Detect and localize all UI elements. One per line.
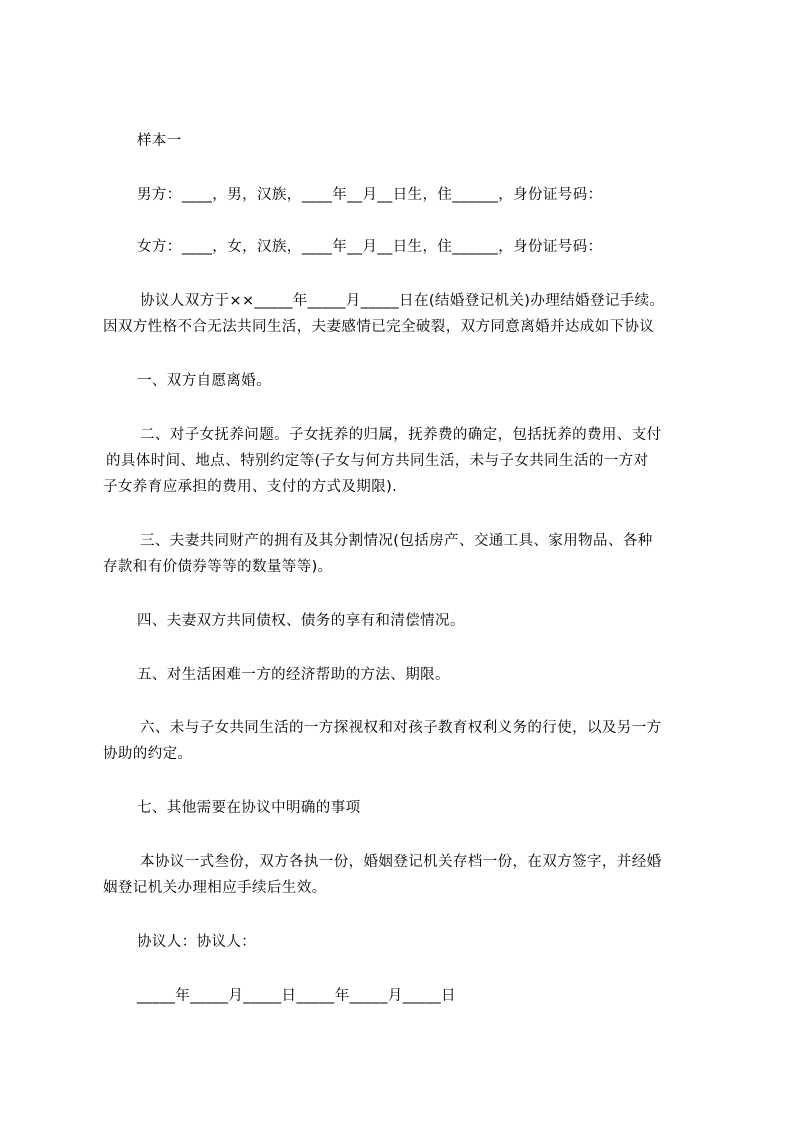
clause-3-line-2: 存款和有价债券等等的数量等等)。 — [103, 559, 333, 575]
clause-5: 五、对生活困难一方的经济帮助的方法、期限。 — [137, 667, 450, 683]
signatories-line: 协议人：协议人： — [137, 934, 257, 950]
clause-7: 七、其他需要在协议中明确的事项 — [137, 800, 361, 816]
clause-2-line-3: 子女养育应承担的费用、支付的方式及期限). — [103, 479, 398, 495]
signature-date-line: _____年_____月_____日_____年_____月_____日 — [137, 988, 456, 1004]
document-title: 样本一 — [137, 133, 182, 149]
closing-line-2: 姻登记机关办理相应手续后生效。 — [103, 880, 327, 896]
clause-2-line-2: 的具体时间、地点、特别约定等(子女与何方共同生活，未与子女共同生活的一方对 — [106, 453, 649, 469]
intro-line-1: 协议人双方于××_____年_____月_____日在(结婚登记机关)办理结婚登记手续。 — [140, 293, 665, 309]
closing-line-1: 本协议一式叁份，双方各执一份，婚姻登记机关存档一份，在双方签字，并经婚 — [140, 854, 662, 870]
clause-6-line-1: 六、未与子女共同生活的一方探视权和对孩子教育权利义务的行使，以及另一方 — [140, 720, 662, 736]
male-party-line: 男方：____，男，汉族，____年__月__日生，住______，身份证号码： — [137, 187, 603, 203]
clause-6-line-2: 协助的约定。 — [103, 746, 193, 762]
clause-2-line-1: 二、对子女抚养问题。子女抚养的归属，抚养费的确定，包括抚养的费用、支付 — [140, 427, 662, 443]
clause-3-line-1: 三、夫妻共同财产的拥有及其分割情况(包括房产、交通工具、家用物品、各种 — [140, 533, 653, 549]
intro-line-2: 因双方性格不合无法共同生活，夫妻感情已完全破裂，双方同意离婚并达成如下协议 — [103, 319, 655, 335]
clause-1: 一、双方自愿离婚。 — [137, 373, 272, 389]
clause-4: 四、夫妻双方共同债权、债务的享有和清偿情况。 — [137, 613, 465, 629]
female-party-line: 女方：____，女，汉族，____年__月__日生，住______，身份证号码： — [137, 239, 603, 255]
